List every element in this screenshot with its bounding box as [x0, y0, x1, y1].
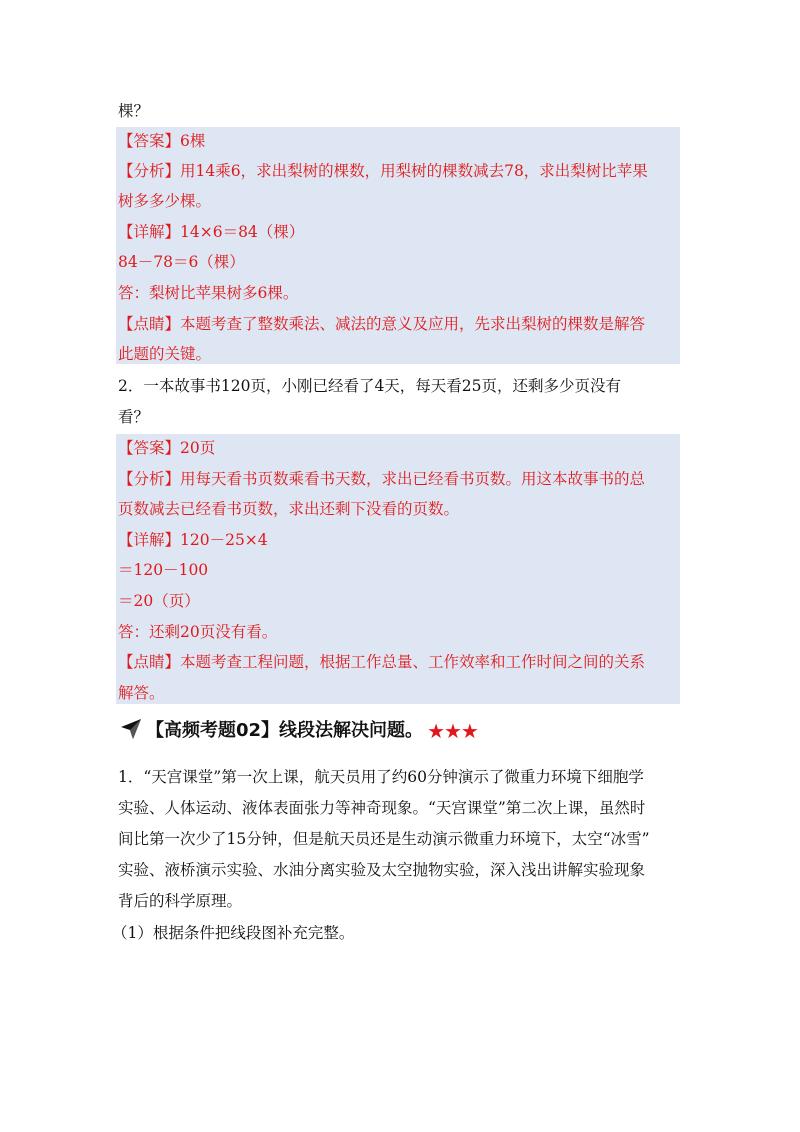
reply-text: 答：还剩20页没有看。: [118, 623, 278, 641]
analysis-text: 页数减去已经看书页数，求出还剩下没看的页数。: [118, 500, 460, 518]
question-text: 看？: [118, 408, 150, 426]
section-title: [146, 718, 478, 744]
detail-text: ＝120－100: [118, 561, 209, 579]
answer-label: 【答案】20页: [118, 439, 216, 457]
point-text: 【点睛】本题考查工程问题，根据工作总量、工作效率和工作时间之间的关系: [118, 653, 646, 671]
question-text: 实验、液桥演示实验、水油分离实验及太空抛物实验，深入浅出讲解实验现象: [118, 861, 646, 879]
answer-label: 【答案】6棵: [118, 132, 206, 150]
question-text: 间比第一次少了15分钟，但是航天员还是生动演示微重力环境下，太空“冰雪”: [118, 830, 650, 848]
point-text: 【点睛】本题考查了整数乘法、减法的意义及应用，先求出梨树的棵数是解答: [118, 315, 646, 333]
navigation-arrow-icon: [120, 718, 142, 740]
point-text: 解答。: [118, 684, 165, 702]
question-text: 1．“天宫课堂”第一次上课，航天员用了约60分钟演示了微重力环境下细胞学: [118, 768, 644, 786]
detail-text: 【详解】14×6＝84（棵）: [118, 223, 305, 241]
analysis-text: 【分析】用14乘6，求出梨树的棵数，用梨树的棵数减去78，求出梨树比苹果: [118, 162, 648, 180]
detail-text: ＝20（页）: [118, 592, 200, 610]
point-text: 此题的关键。: [118, 345, 212, 363]
question-text: 实验、人体运动、液体表面张力等神奇现象。“天宫课堂”第二次上课，虽然时: [118, 799, 646, 817]
analysis-text: 树多多少棵。: [118, 192, 212, 210]
question-text: 棵？: [118, 102, 150, 120]
detail-text: 【详解】120－25×4: [118, 531, 268, 549]
sub-question-text: （1）根据条件把线段图补充完整。: [112, 924, 355, 942]
detail-text: 84－78＝6（棵）: [118, 253, 245, 271]
difficulty-stars: ★★★: [427, 719, 478, 743]
section-title-text: 【高频考题02】线段法解决问题。: [146, 720, 424, 741]
reply-text: 答：梨树比苹果树多6棵。: [118, 284, 299, 302]
analysis-text: 【分析】用每天看书页数乘看书天数，求出已经看书页数。用这本故事书的总: [118, 470, 646, 488]
question-text: 背后的科学原理。: [118, 892, 243, 910]
question-text: 2．一本故事书120页，小刚已经看了4天，每天看25页，还剩多少页没有: [118, 377, 622, 395]
